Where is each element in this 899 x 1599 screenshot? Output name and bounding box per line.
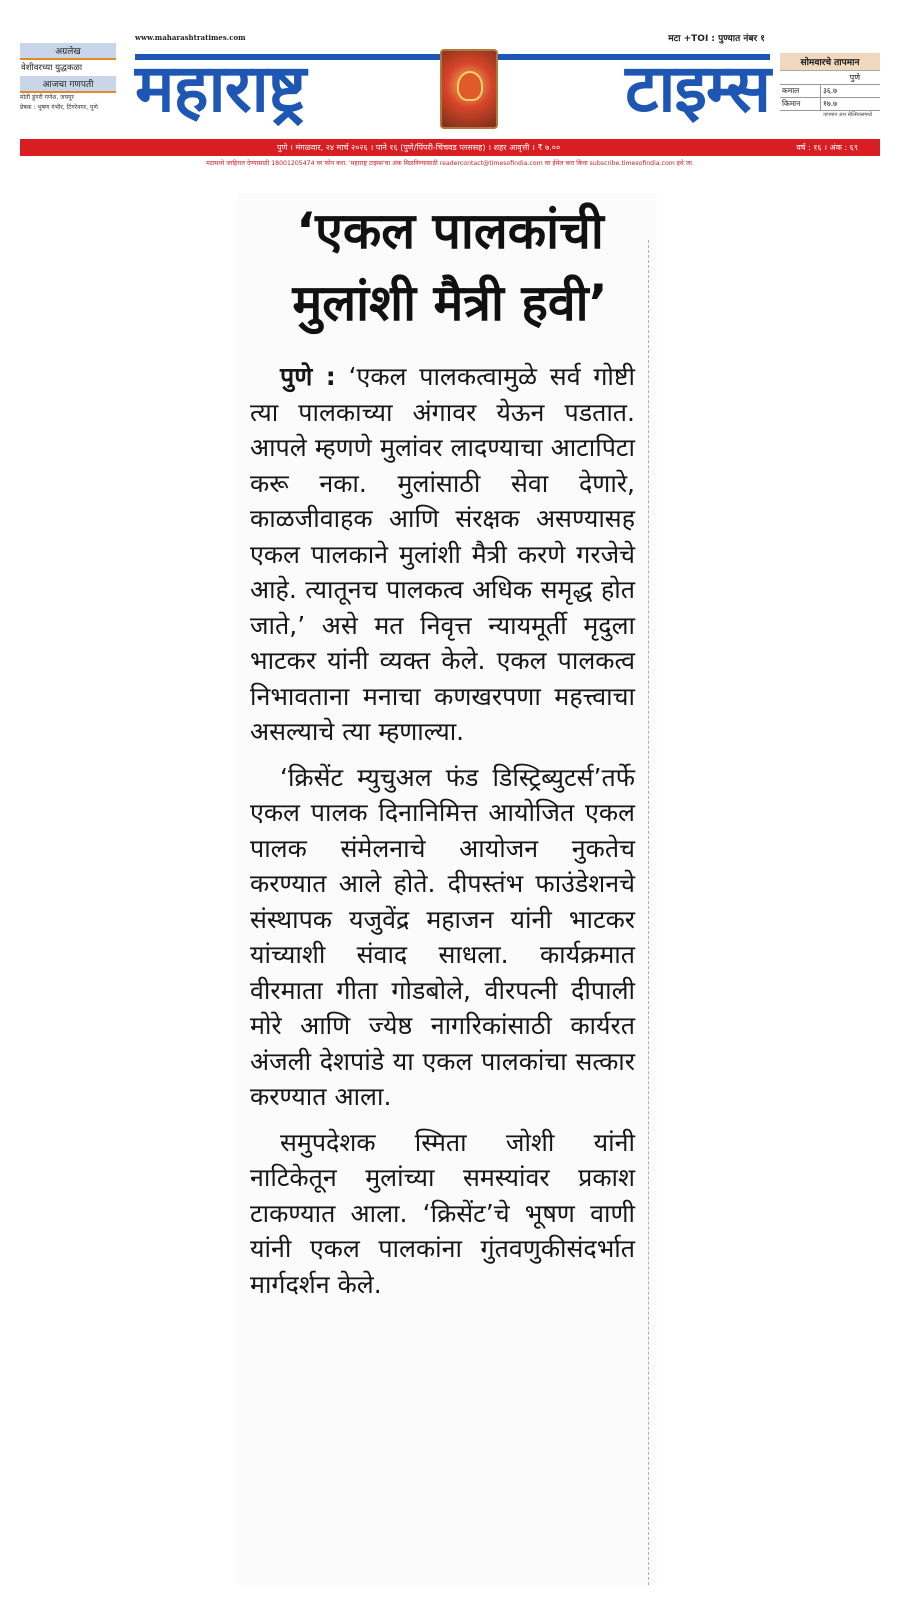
column-divider <box>648 240 649 1585</box>
temperature-max-row <box>780 85 880 98</box>
dateline-city: पुणे : <box>280 362 336 391</box>
headline-line-1: ‘एकल पालकांची <box>296 202 604 260</box>
dateline-bar <box>20 139 880 156</box>
article-headline <box>250 195 650 339</box>
temperature-heading: सोमवारचे तापमान <box>780 53 880 71</box>
temperature-min-row <box>780 98 880 111</box>
paragraph-1 <box>250 359 635 750</box>
max-label: कमाल <box>780 85 821 97</box>
min-label: किमान <box>780 98 821 110</box>
paragraph-3: समुपदेशक स्मिता जोशी यांनी नाटिकेतून मुलांच्या समस्यांवर प्रकाश टाकण्यात आला. ‘क्रिसेंट’चे भूषण वाणी यांनी एकल पालकांना गुंतवणुकीसंदर्भात मार्गदर्शन केले. <box>250 1127 635 1299</box>
dateline-text: पुणे । मंगळवार, २४ मार्च २०२६ । पाने १६ (पुणे/पिंपरी-चिंचवड प्लससह) । शहर आवृत्ती । ₹ ७.०० <box>277 143 561 152</box>
advertisement-note: मटामध्ये जाहिरात देण्यासाठी 18001205474 वर फोन करा. 'महाराष्ट्र टाइम्स'चा अंक मिळविण्यासाठी readercontact@timesofindia.com वर ईमेल करा किंवा subscribe.timesofindia.com इथे जा. <box>206 160 694 167</box>
min-value: १७.७ <box>823 99 838 108</box>
ganpati-emblem-icon <box>440 49 498 129</box>
max-value: ३६.७ <box>823 86 838 95</box>
emblem-figure <box>457 71 483 101</box>
article-body <box>250 359 635 1312</box>
newspaper-masthead <box>20 17 880 177</box>
toi-tagline: मटा +TOI : पुण्यात नंबर १ <box>668 34 765 44</box>
title-part-times: टाइम्स <box>625 50 770 127</box>
temperature-box <box>780 53 880 118</box>
ganpati-text: मोती डुंगरी गणेश, जयपूर <box>20 94 74 101</box>
temperature-footnote: तापमान अंश सेल्सियसमध्ये <box>823 112 872 118</box>
title-part-maharashtra: महाराष्ट्र <box>135 50 306 127</box>
editorial-title: वेशीवरच्या युद्धकळा <box>21 63 83 73</box>
issue-number: वर्ष : १६ । अंक : ६९ <box>796 143 858 152</box>
ganpati-heading: आजचा गणपती <box>20 76 116 93</box>
editorial-heading: अग्रलेख <box>20 43 116 60</box>
sender-text: प्रेषक : भूषण गंभीर, टिंगरेनगर, पुणे <box>20 104 98 111</box>
newspaper-title <box>135 43 770 135</box>
paragraph-1-text: ‘एकल पालकत्वामुळे सर्व गोष्टी त्या पालकाच्या अंगावर येऊन पडतात. आपले म्हणणे मुलांवर लादण्याचा आटापिटा करू नका. मुलांसाठी सेवा देणारे, काळजीवाहक आणि संरक्षक असण्यासह एकल पालकाने मुलांशी मैत्री करणे गरजेचे आहे. त्यातूनच पालकत्व अधिक समृद्ध होत जाते,’ असे मत निवृत्त न्यायमूर्ती मृदुला भाटकर यांनी व्यक्त केले. एकल पालकत्व निभावताना मनाचा कणखरपणा महत्त्वाचा असल्याचे त्या म्हणाल्या. <box>250 362 635 746</box>
paragraph-2: ‘क्रिसेंट म्युचुअल फंड डिस्ट्रिब्युटर्स’तर्फे एकल पालक दिनानिमित्त आयोजित एकल पालक संमेलनाचे आयोजन नुकतेच करण्यात आले होते. दीपस्तंभ फाउंडेशनचे संस्थापक यजुवेंद्र महाजन यांनी भाटकर यांच्याशी संवाद साधला. कार्यक्रमात वीरमाता गीता गोडबोले, वीरपत्नी दीपाली मोरे आणि ज्येष्ठ नागरिकांसाठी कार्यरत अंजली देशपांडे या एकल पालकांचा सत्कार करण्यात आला. <box>250 762 635 1111</box>
left-info-panel <box>20 43 116 113</box>
site-url: www.maharashtratimes.com <box>135 33 246 42</box>
temperature-city: पुणे <box>780 71 880 85</box>
headline-line-2: मुलांशी मैत्री हवी’ <box>292 274 608 332</box>
